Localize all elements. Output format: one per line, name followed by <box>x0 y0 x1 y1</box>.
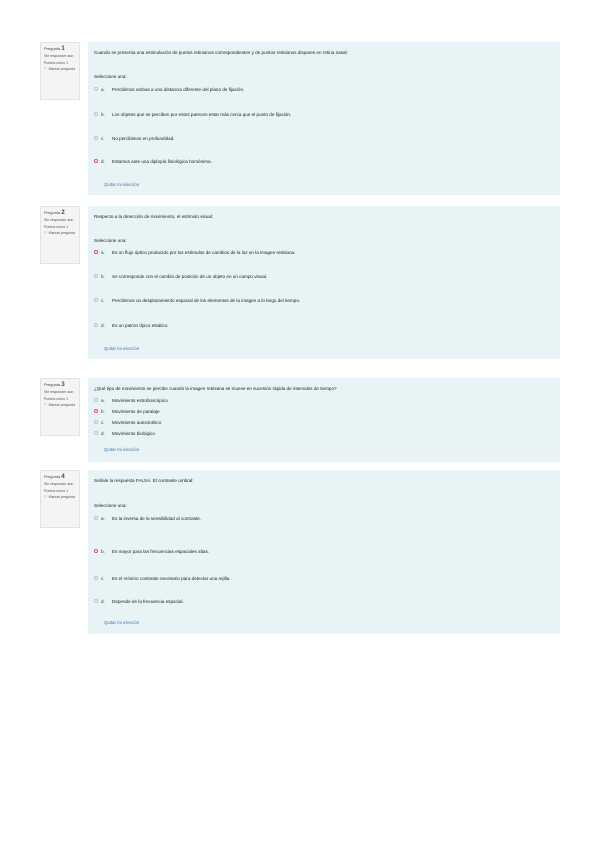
answer-option-c[interactable]: c. Percibimos un desplazamiento espacial de los elementos de la imagen a lo largo del tiempo. <box>94 296 554 304</box>
answer-option-d[interactable]: d. Estamos ante una diplopía fisiológica homónima. <box>94 157 554 165</box>
radio-button[interactable] <box>94 298 98 302</box>
question-number: Pregunta 2 <box>44 210 65 216</box>
flag-icon: ⚐ <box>44 402 48 408</box>
flag-icon: ⚐ <box>44 230 48 236</box>
radio-button[interactable] <box>94 576 98 580</box>
question-status: Sin responder aún <box>44 218 74 222</box>
question-status: Sin responder aún <box>44 54 74 58</box>
select-prompt: Seleccione una: <box>94 74 127 79</box>
question-content <box>88 470 560 634</box>
question-score: Puntúa como 1 <box>44 488 69 493</box>
answer-option-a[interactable]: a. Percibimos ambas a una distancia diferente del plano de fijación. <box>94 85 554 93</box>
question-score: Puntúa como 1 <box>44 396 69 401</box>
question-text: Respecto a la detección de movimiento, el estímulo visual: <box>94 214 214 219</box>
clear-choice-link[interactable]: Quitar mi elección <box>104 346 140 351</box>
flag-question-link[interactable]: ⚐ Marcar pregunta <box>44 66 75 72</box>
radio-button-selected[interactable] <box>94 159 98 163</box>
answer-option-c[interactable]: c. Es el mínimo contraste necesario para detectar una rejilla. <box>94 574 554 582</box>
radio-button[interactable] <box>94 420 98 424</box>
question-info <box>40 42 80 100</box>
answer-option-b[interactable]: b. Se corresponde con el cambio de posición de un objeto en un campo visual. <box>94 272 554 280</box>
radio-button[interactable] <box>94 87 98 91</box>
question-number: Pregunta 4 <box>44 474 65 480</box>
answer-option-c[interactable]: c. Movimiento autocinético <box>94 418 554 426</box>
question-content <box>88 378 560 462</box>
radio-button[interactable] <box>94 112 98 116</box>
answer-option-a[interactable]: a. Es la inversa de la sensibilidad al contraste. <box>94 514 554 522</box>
question-content <box>88 42 560 195</box>
question-info <box>40 378 80 436</box>
question-number: Pregunta 1 <box>44 46 65 52</box>
answer-option-d[interactable]: d. Es un patrón típico estático. <box>94 321 554 329</box>
question-info <box>40 470 80 528</box>
select-prompt: Seleccione una: <box>94 238 127 243</box>
flag-question-link[interactable]: ⚐ Marcar pregunta <box>44 494 75 500</box>
question-text: ¿Qué tipo de movimiento se percibe cuando la imagen retiniana se mueve en sucesión rápida de intervalos de tiempo? <box>94 386 337 391</box>
radio-button[interactable] <box>94 516 98 520</box>
answer-option-b[interactable]: b. Los objetos que se perciben por estos parecen estar más cerca que el punto de fijación. <box>94 110 554 118</box>
radio-button[interactable] <box>94 599 98 603</box>
question-status: Sin responder aún <box>44 390 74 394</box>
clear-choice-link[interactable]: Quitar mi elección <box>104 620 140 625</box>
question-info <box>40 206 80 264</box>
answer-option-d[interactable]: d. Movimiento biológico <box>94 429 554 437</box>
answer-option-d[interactable]: d. Depende de la frecuencia espacial. <box>94 597 554 605</box>
select-prompt: Seleccione una: <box>94 503 127 508</box>
clear-choice-link[interactable]: Quitar mi elección <box>104 182 140 187</box>
flag-question-link[interactable]: ⚐ Marcar pregunta <box>44 402 75 408</box>
answer-option-b[interactable]: b. Movimiento de paralaje <box>94 407 554 415</box>
radio-button[interactable] <box>94 431 98 435</box>
flag-question-link[interactable]: ⚐ Marcar pregunta <box>44 230 75 236</box>
question-score: Puntúa como 1 <box>44 224 69 229</box>
radio-button-selected[interactable] <box>94 549 98 553</box>
clear-choice-link[interactable]: Quitar mi elección <box>104 447 140 452</box>
question-number: Pregunta 3 <box>44 382 65 388</box>
flag-icon: ⚐ <box>44 494 48 500</box>
radio-button[interactable] <box>94 323 98 327</box>
question-content <box>88 206 560 359</box>
radio-button-selected[interactable] <box>94 409 98 413</box>
question-text: Señale la respuesta FALSA. El contraste umbral: <box>94 478 194 483</box>
flag-icon: ⚐ <box>44 66 48 72</box>
answer-option-b[interactable]: b. Es mayor para las frecuencias espaciales altas. <box>94 547 554 555</box>
answer-option-a[interactable]: a. Movimiento estroboscópico <box>94 396 554 404</box>
radio-button-selected[interactable] <box>94 250 98 254</box>
question-score: Puntúa como 1 <box>44 60 69 65</box>
answer-option-a[interactable]: a. Es un flujo óptico producido por los estímulos de cambios de la luz en la imagen retiniana. <box>94 248 554 256</box>
radio-button[interactable] <box>94 136 98 140</box>
answer-option-c[interactable]: c. No percibimos en profundidad. <box>94 134 554 142</box>
question-status: Sin responder aún <box>44 482 74 486</box>
radio-button[interactable] <box>94 398 98 402</box>
question-text: Cuando se presenta una estimulación de puntos retinianos correspondientes y de puntos retinianos dispares en retina nasal: <box>94 50 348 55</box>
radio-button[interactable] <box>94 274 98 278</box>
